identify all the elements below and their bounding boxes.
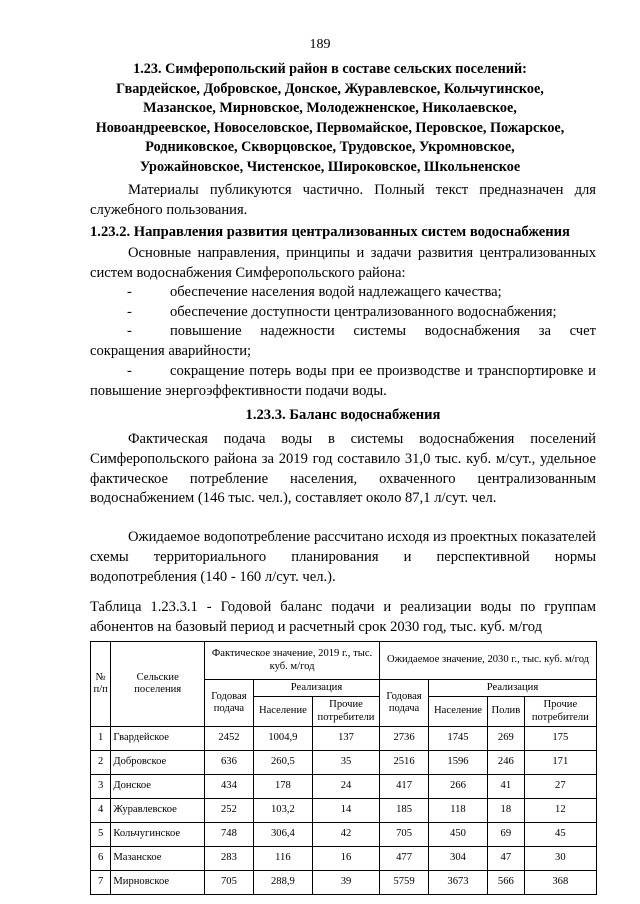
cell-fact-supply: 705 (205, 871, 254, 895)
cell-fact-population: 178 (253, 775, 312, 799)
bullet-text: обеспечение населения водой надлежащего качества; (170, 284, 502, 300)
cell-fact-population: 306,4 (253, 823, 312, 847)
bullet-item (90, 283, 596, 303)
heading-line: Урожайновское, Чистенское, Широковское, Школьненское (139, 158, 521, 175)
bullet-dash: - (127, 363, 132, 379)
table-row (91, 751, 597, 775)
header-population-expected: Население (428, 697, 487, 727)
table-row (91, 727, 597, 751)
cell-expected-supply: 185 (380, 799, 429, 823)
header-irrigation-expected: Полив (488, 697, 525, 727)
cell-fact-other: 137 (312, 727, 379, 751)
cell-expected-population: 304 (428, 847, 487, 871)
cell-expected-other: 45 (524, 823, 596, 847)
cell-fact-population: 288,9 (253, 871, 312, 895)
header-num: № п/п (91, 642, 111, 727)
cell-expected-supply: 417 (380, 775, 429, 799)
cell-fact-other: 42 (312, 823, 379, 847)
header-annual-supply-expected: Годовая подача (380, 680, 429, 727)
bullet-item (90, 322, 596, 362)
cell-expected-other: 171 (524, 751, 596, 775)
cell-fact-other: 35 (312, 751, 379, 775)
cell-expected-supply: 2736 (380, 727, 429, 751)
notice-paragraph: Материалы публикуются частично. Полный текст предназначен для служебного пользования. (90, 182, 596, 218)
header-expected-group: Ожидаемое значение, 2030 г., тыс. куб. м/год (380, 642, 597, 680)
cell-settlement: Добровское (111, 751, 205, 775)
header-annual-supply-fact: Годовая подача (205, 680, 254, 727)
cell-expected-irrigation: 69 (488, 823, 525, 847)
cell-expected-population: 3673 (428, 871, 487, 895)
cell-fact-population: 103,2 (253, 799, 312, 823)
cell-expected-irrigation: 18 (488, 799, 525, 823)
section-title-1-23-2: 1.23.2. Направления развития централизованных систем водоснабжения (90, 224, 570, 240)
cell-num: 5 (91, 823, 111, 847)
heading-line: Новоандреевское, Новоселовское, Первомайское, Перовское, Пожарское, (95, 119, 565, 136)
heading-line: 1.23. Симферопольский район в составе сельских поселений: (133, 61, 527, 77)
table-row (91, 871, 597, 895)
heading-line: Родниковское, Скворцовское, Трудовское, Укромновское, (145, 139, 515, 155)
supply-paragraph: Фактическая подача воды в системы водоснабжения поселений Симферопольского района за 2019 год составило 31,0 тыс. куб. м/сут., удельное фактическое потребление населения, охваченного централизованным водоснабжением (146 тыс. чел.), составляет около 87,1 л/сут. чел. (90, 431, 596, 507)
bullet-dash: - (127, 284, 132, 300)
cell-fact-other: 16 (312, 847, 379, 871)
cell-settlement: Мазанское (111, 847, 205, 871)
header-population-fact: Население (253, 697, 312, 727)
bullet-text: повышение надежности системы водоснабжения за счет сокращения аварийности; (90, 323, 596, 359)
bullet-text: обеспечение доступности централизованного водоснабжения; (170, 304, 557, 320)
heading-line: Мазанское, Мирновское, Молодежненское, Николаевское, (143, 100, 517, 116)
cell-num: 3 (91, 775, 111, 799)
cell-fact-population: 1004,9 (253, 727, 312, 751)
cell-fact-supply: 283 (205, 847, 254, 871)
bullet-text: сокращение потерь воды при ее производстве и транспортировке и повышение энергоэффективности подачи воды. (90, 363, 596, 399)
cell-num: 6 (91, 847, 111, 871)
water-balance-table (90, 641, 597, 895)
cell-settlement: Гвардейское (111, 727, 205, 751)
cell-expected-supply: 5759 (380, 871, 429, 895)
cell-settlement: Донское (111, 775, 205, 799)
cell-fact-other: 24 (312, 775, 379, 799)
cell-fact-supply: 2452 (205, 727, 254, 751)
cell-expected-other: 368 (524, 871, 596, 895)
header-fact-group: Фактическое значение, 2019 г., тыс. куб. м/год (205, 642, 380, 680)
cell-fact-supply: 636 (205, 751, 254, 775)
header-settlement: Сельские поселения (111, 642, 205, 727)
header-realization-expected: Реализация (428, 680, 596, 697)
cell-expected-other: 175 (524, 727, 596, 751)
cell-expected-supply: 2516 (380, 751, 429, 775)
bullet-dash: - (127, 323, 132, 339)
cell-expected-irrigation: 246 (488, 751, 525, 775)
cell-expected-supply: 477 (380, 847, 429, 871)
table-row (91, 775, 597, 799)
cell-expected-population: 118 (428, 799, 487, 823)
page-number: 189 (309, 37, 331, 52)
cell-fact-population: 260,5 (253, 751, 312, 775)
table-row (91, 823, 597, 847)
bullet-item (90, 362, 596, 402)
cell-num: 7 (91, 871, 111, 895)
cell-num: 1 (91, 727, 111, 751)
cell-fact-supply: 252 (205, 799, 254, 823)
cell-num: 2 (91, 751, 111, 775)
table-row (91, 799, 597, 823)
cell-expected-other: 12 (524, 799, 596, 823)
cell-expected-population: 266 (428, 775, 487, 799)
table-caption: Таблица 1.23.3.1 - Годовой баланс подачи и реализации воды по группам абонентов на базовый период и расчетный срок 2030 год, тыс. куб. м/год (90, 599, 596, 635)
cell-settlement: Мирновское (111, 871, 205, 895)
cell-expected-irrigation: 47 (488, 847, 525, 871)
header-other-expected: Прочие потребители (524, 697, 596, 727)
section-title-1-23-3: 1.23.3. Баланс водоснабжения (245, 407, 441, 423)
cell-expected-population: 1596 (428, 751, 487, 775)
cell-expected-irrigation: 41 (488, 775, 525, 799)
cell-expected-other: 30 (524, 847, 596, 871)
cell-expected-population: 450 (428, 823, 487, 847)
cell-expected-other: 27 (524, 775, 596, 799)
cell-fact-population: 116 (253, 847, 312, 871)
cell-expected-population: 1745 (428, 727, 487, 751)
bullet-item (90, 303, 596, 323)
cell-settlement: Журавлевское (111, 799, 205, 823)
bullet-dash: - (127, 304, 132, 320)
cell-expected-irrigation: 269 (488, 727, 525, 751)
cell-fact-supply: 434 (205, 775, 254, 799)
cell-num: 4 (91, 799, 111, 823)
header-realization-fact: Реализация (253, 680, 379, 697)
cell-fact-other: 39 (312, 871, 379, 895)
chapter-heading (60, 60, 600, 177)
header-other-fact: Прочие потребители (312, 697, 379, 727)
table-row (91, 847, 597, 871)
expected-consumption-paragraph: Ожидаемое водопотребление рассчитано исходя из проектных показателей схемы территориального планирования и перспективной нормы водопотребления (140 - 160 л/сут. чел.). (90, 529, 596, 585)
cell-fact-other: 14 (312, 799, 379, 823)
cell-expected-irrigation: 566 (488, 871, 525, 895)
cell-settlement: Кольчугинское (111, 823, 205, 847)
heading-line: Гвардейское, Добровское, Донское, Журавлевское, Кольчугинское, (116, 80, 544, 97)
cell-fact-supply: 748 (205, 823, 254, 847)
directions-intro: Основные направления, принципы и задачи развития централизованных систем водоснабжения Симферопольского района: (90, 245, 596, 281)
cell-expected-supply: 705 (380, 823, 429, 847)
